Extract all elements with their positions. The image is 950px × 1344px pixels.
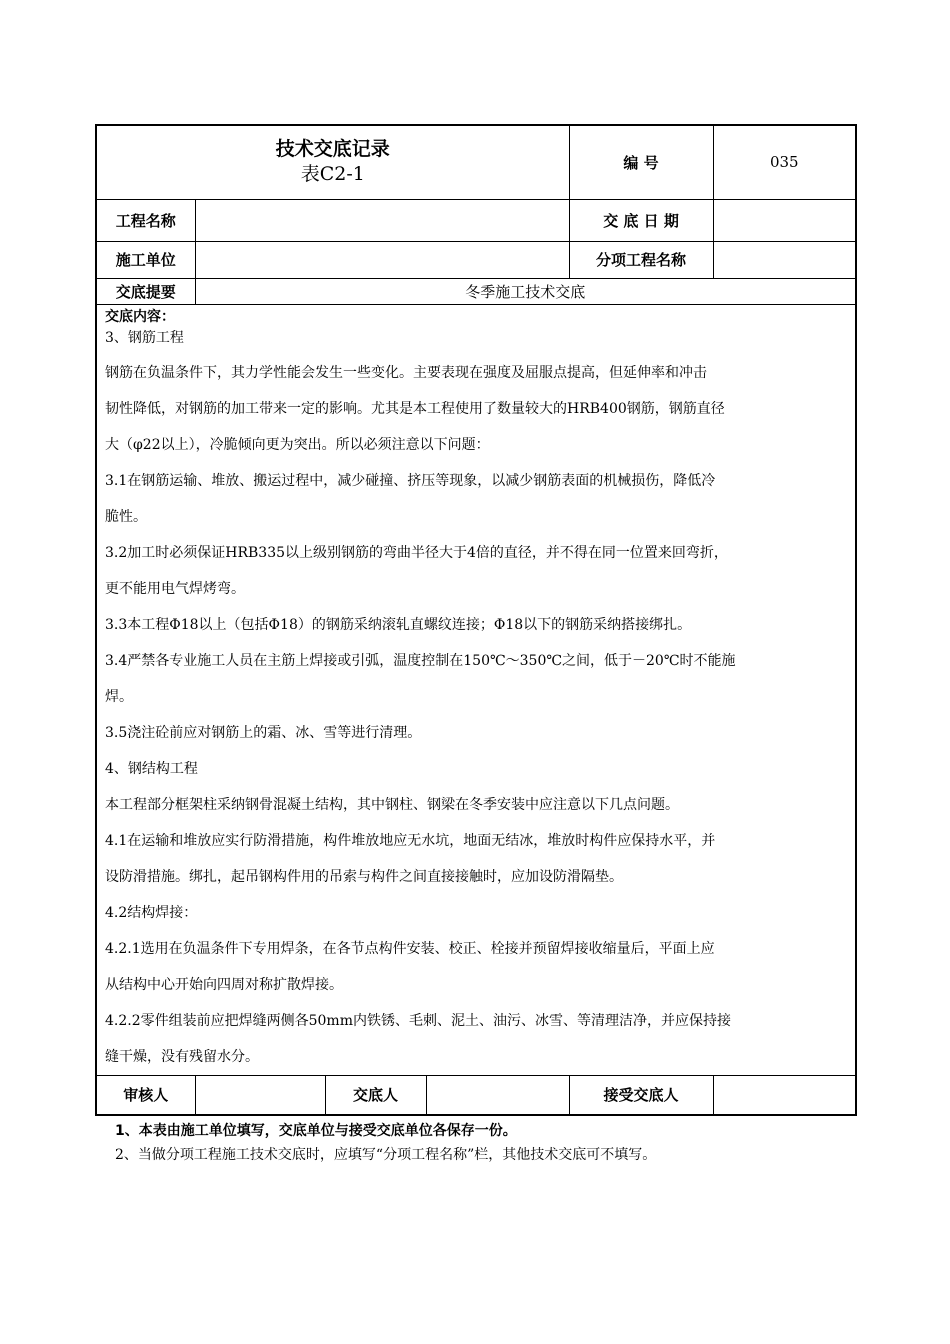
content-line: 更不能用电气焊烤弯。: [105, 580, 245, 597]
reviewer-field[interactable]: [195, 1075, 325, 1115]
date-field[interactable]: [713, 199, 856, 241]
date-label: 交 底 日 期: [569, 199, 713, 241]
number-label: 编 号: [569, 125, 713, 199]
note-2: 2、当做分项工程施工技术交底时，应填写“分项工程名称”栏，其他技术交底可不填写。: [115, 1147, 657, 1163]
content-line: 3.4严禁各专业施工人员在主筋上焊接或引弧，温度控制在150℃～350℃之间，低于－20℃时不能施: [105, 652, 736, 669]
content-line: 缝干燥，没有残留水分。: [105, 1048, 259, 1065]
construction-unit-field[interactable]: [195, 241, 569, 278]
content-line: 4.2.2零件组装前应把焊缝两侧各50mm内铁锈、毛刺、泥土、油污、冰雪、等清理洁净，并应保持接: [105, 1012, 731, 1029]
content-line: 3.5浇注砼前应对钢筋上的霜、冰、雪等进行清理。: [105, 724, 422, 741]
content-line: 脆性。: [105, 508, 147, 525]
content-line: 3.3本工程Φ18以上（包括Φ18）的钢筋采纳滚轧直螺纹连接；Φ18以下的钢筋采纳搭接绑扎。: [105, 616, 692, 633]
note-1: 1、本表由施工单位填写，交底单位与接受交底单位各保存一份。: [115, 1123, 517, 1139]
project-name-label: 工程名称: [96, 199, 195, 241]
content-line: 韧性降低，对钢筋的加工带来一定的影响。尤其是本工程使用了数量较大的HRB400钢筋，钢筋直径: [105, 400, 725, 417]
sub-project-label: 分项工程名称: [569, 241, 713, 278]
content-line: 钢筋在负温条件下，其力学性能会发生一些变化。主要表现在强度及屈服点提高，但延伸率和冲击: [105, 364, 707, 381]
receiver-field[interactable]: [713, 1075, 856, 1115]
content-line: 本工程部分框架柱采纳钢骨混凝土结构，其中钢柱、钢梁在冬季安装中应注意以下几点问题。: [105, 796, 679, 813]
content-line: 4、钢结构工程: [105, 760, 198, 777]
content-line: 4.2结构焊接：: [105, 904, 198, 921]
content-line: 3.1在钢筋运输、堆放、搬运过程中，减少碰撞、挤压等现象，以减少钢筋表面的机械损伤，降低冷: [105, 472, 716, 489]
content-line: 焊。: [105, 688, 133, 705]
number-value[interactable]: 035: [713, 125, 856, 199]
discloser-field[interactable]: [426, 1075, 569, 1115]
content-line: 大（φ22以上），冷脆倾向更为突出。所以必须注意以下问题：: [105, 436, 490, 453]
content-line: 3、钢筋工程: [105, 329, 184, 346]
reviewer-label: 审核人: [96, 1075, 195, 1115]
discloser-label: 交底人: [325, 1075, 426, 1115]
content-line: 3.2加工时必须保证HRB335以上级别钢筋的弯曲半径大于4倍的直径，并不得在同一位置来回弯折，: [105, 544, 728, 561]
content-cell: [96, 304, 856, 1075]
content-line: 从结构中心开始向四周对称扩散焊接。: [105, 976, 343, 993]
receiver-label: 接受交底人: [569, 1075, 713, 1115]
summary-label: 交底提要: [96, 278, 195, 304]
content-line: 4.2.1选用在负温条件下专用焊条，在各节点构件安装、校正、栓接并预留焊接收缩量后，平面上应: [105, 940, 715, 957]
form-title: 技术交底记录: [275, 138, 390, 161]
footer-notes: [95, 1120, 855, 1168]
technical-disclosure-form: [95, 124, 855, 1168]
form-table: [95, 124, 857, 1116]
content-line: 设防滑措施。绑扎，起吊钢构件用的吊索与构件之间直接接触时，应加设防滑隔垫。: [105, 868, 623, 885]
content-line: 4.1在运输和堆放应实行防滑措施，构件堆放地应无水坑，地面无结冰，堆放时构件应保持水平，并: [105, 832, 716, 849]
form-subtitle: 表C2-1: [300, 163, 365, 186]
content-heading: 交底内容：: [105, 308, 175, 325]
project-name-field[interactable]: [195, 199, 569, 241]
summary-field[interactable]: 冬季施工技术交底: [195, 278, 856, 304]
construction-unit-label: 施工单位: [96, 241, 195, 278]
title-cell: [96, 125, 569, 199]
sub-project-field[interactable]: [713, 241, 856, 278]
